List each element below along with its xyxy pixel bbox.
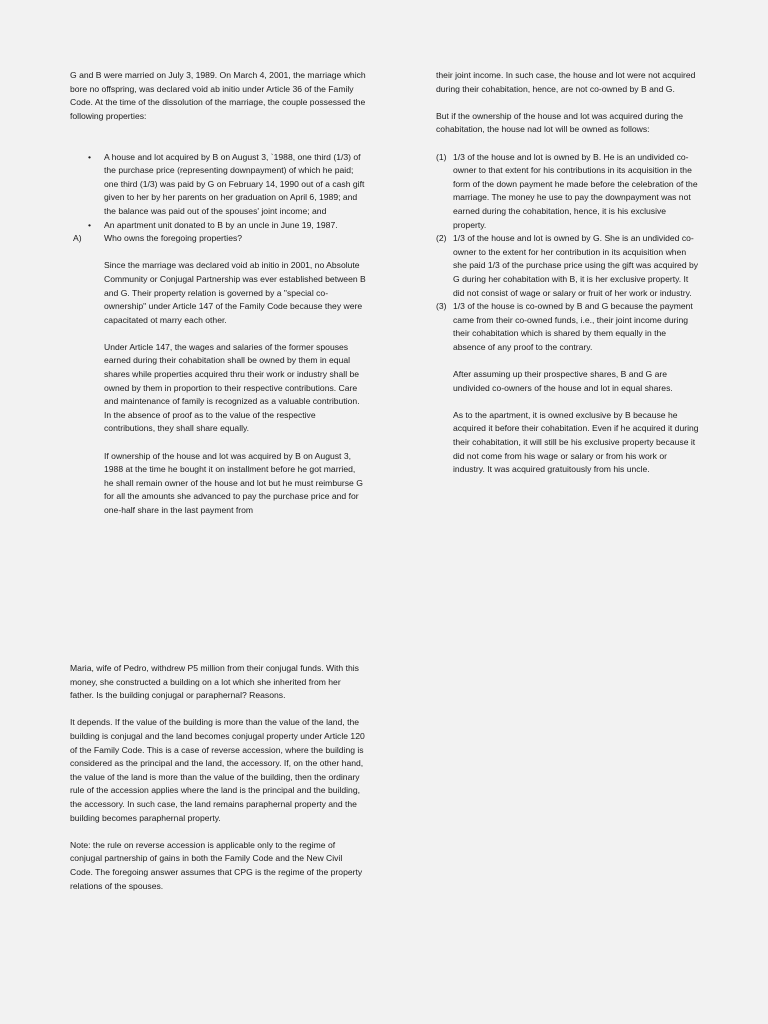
item-text: 1/3 of the house is co-owned by B and G because the payment came from their co-owned funds, i.e., their joint income during their cohabitation which is shared by them equally in the absence of any proof to the contrary. [453, 301, 693, 352]
answer-paragraph: Since the marriage was declared void ab initio in 2001, no Absolute Community or Conjugal Partnership was ever established between B and G. Their property relation is governed by a "special co-ownership" under Article 147 of the Family Code because they were capacitated ot marry each other. [104, 260, 366, 325]
question-paragraph: Maria, wife of Pedro, withdrew P5 million from their conjugal funds. With this money, she constructed a building on a lot which she inherited from her father. Is the building conjugal or paraphernal? Reasons. [70, 663, 359, 701]
list-item [436, 151, 700, 233]
bottom-section [70, 662, 366, 893]
list-item [70, 151, 366, 219]
intro-paragraph: G and B were married on July 3, 1989. On March 4, 2001, the marriage which bore no offspring, was declared void ab initio under Article 36 of the Family Code. At the time of the dissolution of the marriage, the couple possessed the following properties: [70, 70, 366, 121]
item-number: (1) [436, 151, 447, 162]
bullet-icon: • [88, 219, 92, 230]
answer-paragraph: If ownership of the house and lot was acquired by B on August 3, 1988 at the time he bought it on installment before he got married, he shall remain owner of the house and lot but he must reimburse G for all the amounts she advanced to pay the purchase price and for one-half share in the last payment from [104, 450, 363, 515]
list-item [436, 232, 700, 300]
left-column [70, 69, 366, 518]
item-number: (3) [436, 301, 447, 312]
question-text: Who owns the foregoing properties? [104, 233, 243, 244]
bullet-text: A house and lot acquired by B on August 3, `1988, one third (1/3) of the purchase price (representing downpayment) of which he paid; one third (1/3) was paid by G on February 14, 1990 out of a cash gift given to her by her parents on her graduation on April 6, 1989; and the balance was paid out of the spouses' joint income; and [104, 151, 365, 216]
apartment-paragraph: As to the apartment, it is owned exclusive by B because he acquired it before their cohabitation. Even if he acquired it during their cohabitation, it will still be his exclusive property because it did not come from his wage or salary or from his work or industry. It was acquired gratuitously from his uncle. [453, 409, 699, 475]
note-paragraph: Note: the rule on reverse accession is applicable only to the regime of conjugal partnership of gains in both the Family Code and the New Civil Code. The foregoing answer assumes that CPG is the regime of the property relations of the spouses. [70, 839, 363, 891]
continuation-paragraph: their joint income. In such case, the house and lot were not acquired during their cohabitation, hence, are not co-owned by B and G. [436, 70, 696, 94]
question-line [70, 232, 366, 246]
answer-paragraph: It depends. If the value of the building is more than the value of the land, the building is conjugal and the land becomes conjugal property under Article 120 of the Family Code. This is a case of reverse accession, where the building is considered as the principal and the land, the accessory. If, on the other hand, the value of the land is more than the value of the building, then the ordinary rule of the accession applies where the land is the principal and the building, the accessory. In such case, the land remains paraphernal property and the building becomes paraphernal property. [70, 717, 365, 823]
list-item [70, 219, 366, 233]
list-item [436, 300, 700, 354]
bullet-icon: • [88, 151, 92, 162]
answer-paragraph: Under Article 147, the wages and salaries of the former spouses earned during their cohabitation shall be owned by them in equal shares while properties acquired thru their work or industry shall be owned by them in proportion to their respective contributions. Care and maintenance of family is recognized as a valuable contribution. In the absence of proof as to the value of the respective contributions, they shall share equally. [104, 341, 360, 434]
summary-paragraph: After assuming up their prospective shares, B and G are undivided co-owners of the house and lot in equal shares. [453, 369, 673, 393]
item-text: 1/3 of the house and lot is owned by G. She is an undivided co-owner to the extent for her contribution in its acquisition when she paid 1/3 of the purchase price using the gift was acquired by G during her cohabitation with B, it is her exclusive property. It did not consist of wage or salary or fruit of her work or industry. [453, 233, 699, 298]
lead-in-paragraph: But if the ownership of the house and lot was acquired during the cohabitation, the house nad lot will be owned as follows: [436, 110, 683, 135]
bullet-text: An apartment unit donated to B by an uncle in June 19, 1987. [104, 219, 338, 230]
right-column [436, 69, 700, 477]
item-text: 1/3 of the house and lot is owned by B. He is an undivided co-owner to that extent for his contributions in its acquisition in the form of the down payment he made before the celebration of the marriage. The money he use to pay the downpayment was not earned during the cohabitation, hence, it is his exclusive property. [453, 151, 698, 230]
question-label: A) [73, 233, 82, 244]
item-number: (2) [436, 233, 447, 244]
